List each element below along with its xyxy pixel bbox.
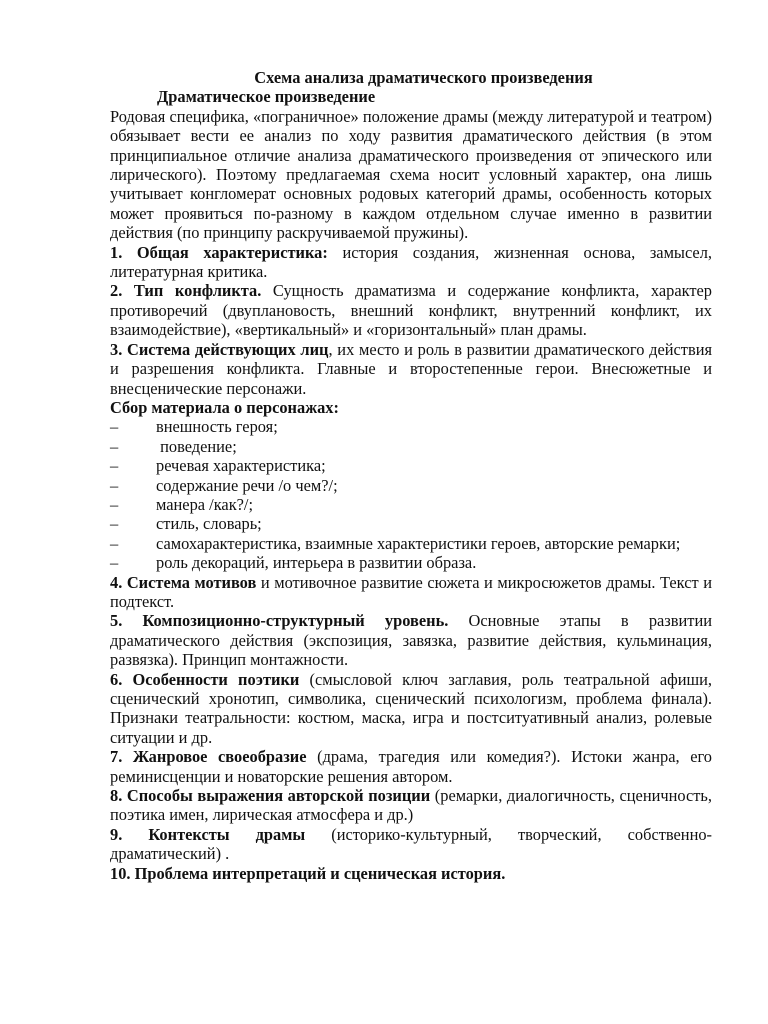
list-item: [110, 553, 712, 572]
dash-marker: –: [110, 553, 119, 573]
document-title: Схема анализа драматического произведения: [254, 68, 593, 87]
section-body: (историко-культурный, творческий, собственно-драматический) .: [110, 824, 712, 864]
section-4: [110, 573, 712, 612]
collect-heading: Сбор материала о персонажах:: [110, 397, 339, 417]
list-item: [110, 514, 712, 533]
section-heading: 6. Особенности поэтики: [110, 669, 300, 689]
list-item-text: речевая характеристика;: [156, 456, 326, 476]
section-body: , их место и роль в развитии драматического действия и разрешения конфликта. Главные и второстепенные герои. Внесюжетные и внесценические персонажи.: [110, 339, 713, 398]
dash-marker: –: [110, 475, 119, 495]
list-item-text: роль декораций, интерьера в развитии образа.: [156, 553, 477, 573]
list-item: [110, 495, 712, 514]
section-heading: 5. Композиционно-структурный уровень.: [110, 611, 449, 631]
list-item: [110, 476, 712, 495]
section-body: Сущность драматизма и содержание конфликта, характер противоречий (двуплановость, внешний конфликт, внутренний конфликт, их взаимодействие), «вертикальный» и «горизонтальный» план драмы.: [110, 281, 712, 340]
dash-marker: –: [110, 436, 119, 456]
section-heading: 3. Система действующих лиц: [110, 339, 329, 359]
dash-marker: –: [110, 417, 119, 437]
section-2: [110, 281, 712, 339]
dash-marker: –: [110, 456, 119, 476]
list-item: [110, 456, 712, 475]
section-1: [110, 243, 712, 282]
dash-marker: –: [110, 514, 119, 534]
dash-marker: –: [110, 494, 119, 514]
section-body: Основные этапы в развитии драматического действия (экспозиция, завязка, развитие действия, кульминация, развязка). Принцип монтажности.: [110, 611, 712, 670]
section-10: [110, 864, 712, 883]
section-6: [110, 670, 712, 748]
section-8: [110, 786, 712, 825]
section-heading: 2. Тип конфликта.: [110, 281, 262, 301]
section-7: [110, 747, 712, 786]
section-body: история создания, жизненная основа, замысел, литературная критика.: [110, 242, 712, 282]
list-item-text: стиль, словарь;: [156, 514, 262, 534]
section-heading: 8. Способы выражения авторской позиции: [110, 786, 431, 806]
section-9: [110, 825, 712, 864]
list-item: [110, 417, 712, 436]
section-heading: 1. Общая характеристика:: [110, 242, 328, 262]
list-item-text: содержание речи /о чем?/;: [156, 475, 338, 495]
section-5: [110, 611, 712, 669]
section-body: (ремарки, диалогичность, сценичность, поэтика имен, лирическая атмосфера и др.): [110, 786, 712, 825]
section-heading: 4. Система мотивов: [110, 572, 257, 592]
list-item-text: самохарактеристика, взаимные характеристики героев, авторские ремарки;: [156, 533, 681, 553]
list-item-text: манера /как?/;: [156, 494, 254, 514]
list-item-text: поведение;: [156, 436, 237, 456]
section-heading: 7. Жанровое своеобразие: [110, 747, 307, 767]
list-item: [110, 437, 712, 456]
list-item: [110, 534, 712, 553]
document-subtitle: Драматическое произведение: [157, 87, 376, 107]
section-3: [110, 340, 712, 398]
section-body: (смысловой ключ заглавия, роль театральной афиши, сценический хронотип, символика, сценический психологизм, проблема финала). Признаки театральности: костюм, маска, игра и постситуативный анализ, ролевые ситуации и др.: [110, 669, 712, 747]
intro-paragraph: Родовая специфика, «пограничное» положение драмы (между литературой и театром) обязывает вести ее анализ по ходу развития драматического действия (в этом принципиальное отличие анализа драматического произведения от эпического или лирического). Поэтому предлагаемая схема носит условный характер, она лишь учитывает конгломерат основных родовых категорий драмы, особенность которых может проявиться по-разному в каждом отдельном случае именно в развитии действия (по принципу раскручиваемой пружины).: [110, 106, 712, 243]
list-item-text: внешность героя;: [156, 417, 278, 437]
section-body: и мотивочное развитие сюжета и микросюжетов драмы. Текст и подтекст.: [110, 572, 712, 611]
section-heading: 9. Контексты драмы: [110, 824, 306, 844]
section-heading: 10. Проблема интерпретаций и сценическая история.: [110, 863, 506, 883]
dash-marker: –: [110, 533, 119, 553]
section-body: (драма, трагедия или комедия?). Истоки жанра, его реминисценции и новаторские решения автором.: [110, 747, 712, 786]
